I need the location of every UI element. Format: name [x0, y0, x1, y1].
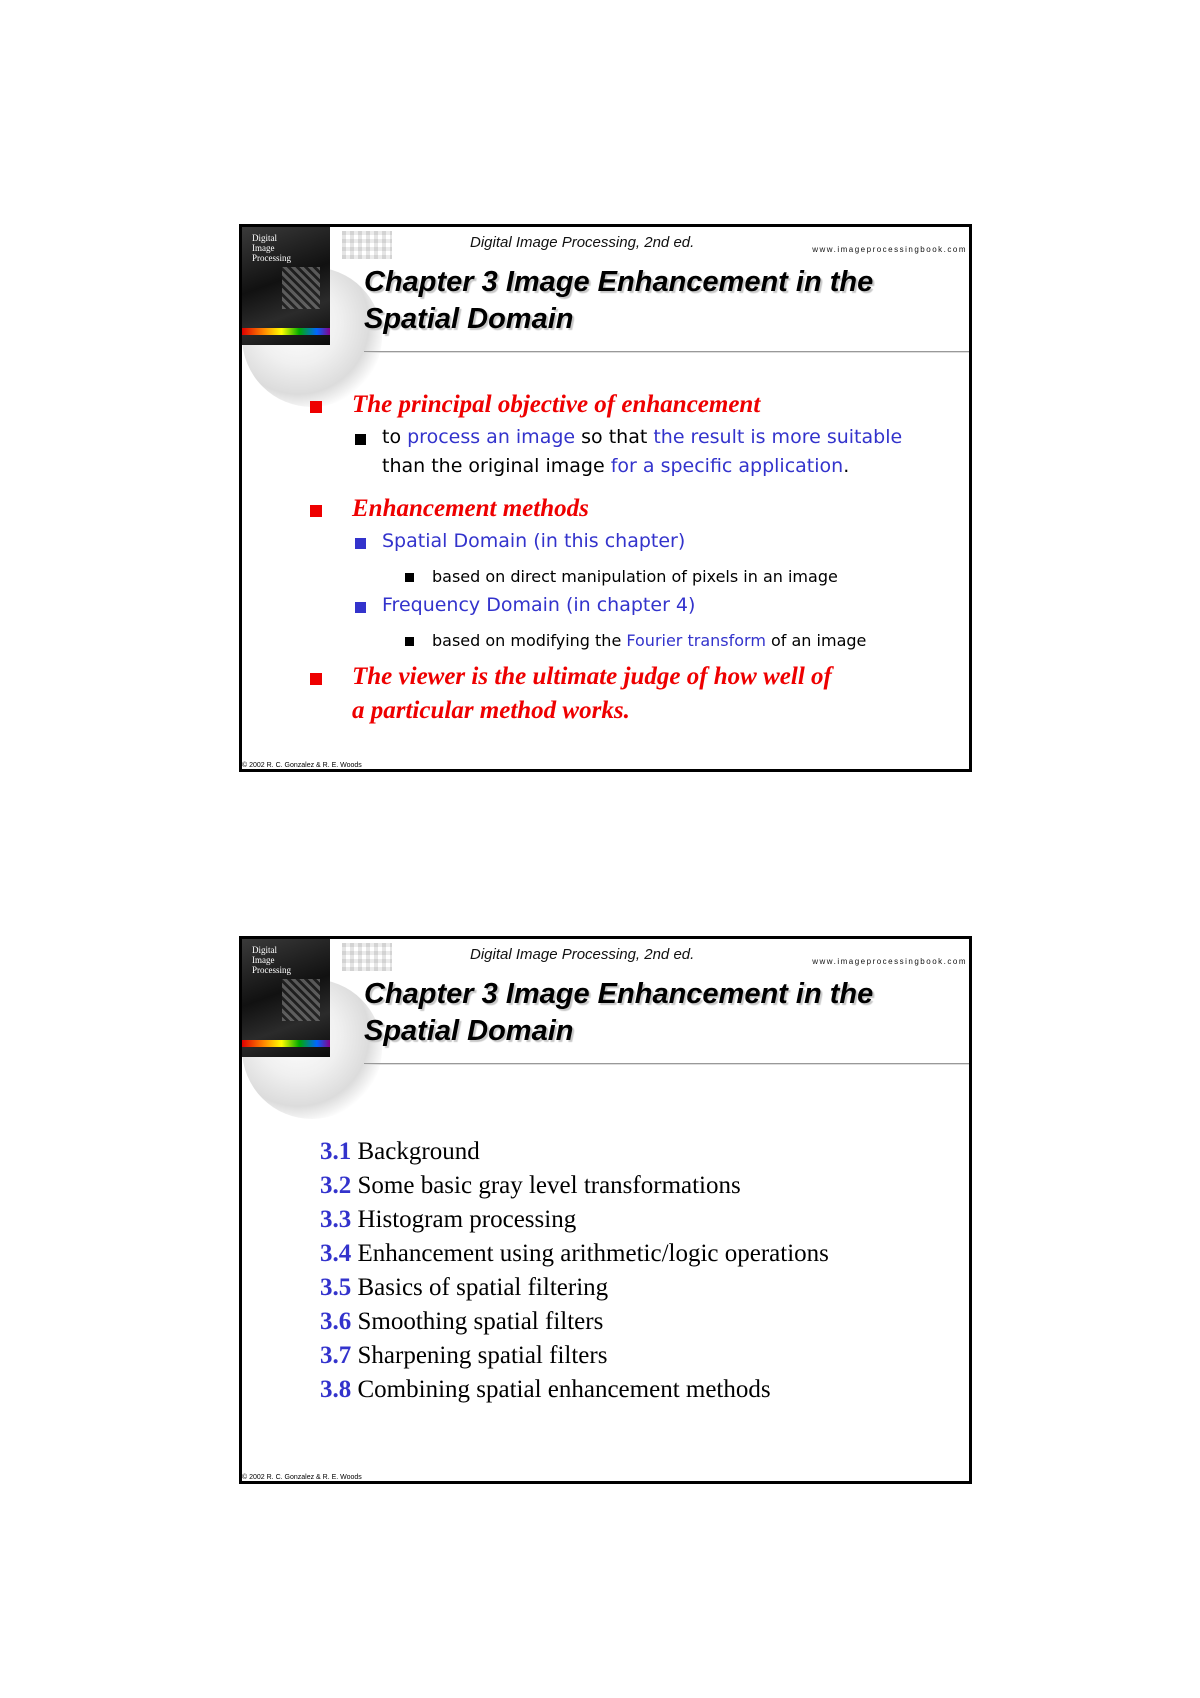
sub-bullet-square: [355, 434, 366, 445]
sub-bullet-square: [355, 602, 366, 613]
book-cover-image: [242, 227, 330, 345]
spatial-domain-item: Spatial Domain (in this chapter): [382, 530, 686, 552]
bullet-square: [310, 401, 322, 413]
frequency-domain-item: Frequency Domain (in chapter 4): [382, 594, 696, 616]
cover-title: Digital Image Processing: [252, 233, 291, 263]
slide-1: [239, 224, 972, 772]
objective-heading: The principal objective of enhancement: [352, 391, 761, 418]
chapter-title: Chapter 3 Image Enhancement in the Spatial Domain: [364, 266, 874, 335]
book-url: www.imageprocessingbook.com: [812, 957, 967, 966]
methods-heading: Enhancement methods: [352, 495, 589, 522]
viewer-line-2: a particular method works.: [352, 697, 630, 724]
frequency-domain-detail: based on modifying the Fourier transform of an image: [432, 631, 867, 650]
sub-sub-bullet-square: [405, 637, 414, 646]
sub-sub-bullet-square: [405, 573, 414, 582]
header-divider: [364, 351, 972, 353]
decorative-mosaic: [342, 943, 392, 971]
decorative-mosaic: [342, 231, 392, 259]
slide-2: [239, 936, 972, 1484]
section-item: 3.1 Background: [320, 1138, 480, 1165]
bullet-square: [310, 505, 322, 517]
section-item: 3.5 Basics of spatial filtering: [320, 1274, 609, 1301]
chapter-title: Chapter 3 Image Enhancement in the Spatial Domain: [364, 978, 874, 1047]
section-item: 3.2 Some basic gray level transformations: [320, 1172, 741, 1199]
section-item: 3.8 Combining spatial enhancement methods: [320, 1376, 771, 1403]
section-list: [320, 1135, 829, 1407]
book-title: Digital Image Processing, 2nd ed.: [470, 234, 695, 251]
copyright-notice: © 2002 R. C. Gonzalez & R. E. Woods: [242, 1474, 362, 1481]
book-title: Digital Image Processing, 2nd ed.: [470, 946, 695, 963]
spatial-domain-detail: based on direct manipulation of pixels in an image: [432, 567, 838, 586]
copyright-notice: © 2002 R. C. Gonzalez & R. E. Woods: [242, 762, 362, 769]
section-item: 3.6 Smoothing spatial filters: [320, 1308, 604, 1335]
book-url: www.imageprocessingbook.com: [812, 245, 967, 254]
section-item: 3.7 Sharpening spatial filters: [320, 1342, 608, 1369]
sub-bullet-square: [355, 538, 366, 549]
section-item: 3.4 Enhancement using arithmetic/logic operations: [320, 1240, 829, 1267]
header-divider: [364, 1063, 972, 1065]
objective-text-line2: than the original image for a specific application.: [382, 455, 850, 477]
viewer-line-1: The viewer is the ultimate judge of how well of: [352, 663, 832, 690]
section-item: 3.3 Histogram processing: [320, 1206, 577, 1233]
objective-text-line1: to process an image so that the result is more suitable: [382, 426, 903, 448]
bullet-square: [310, 673, 322, 685]
cover-title: Digital Image Processing: [252, 945, 291, 975]
book-cover-image: [242, 939, 330, 1057]
